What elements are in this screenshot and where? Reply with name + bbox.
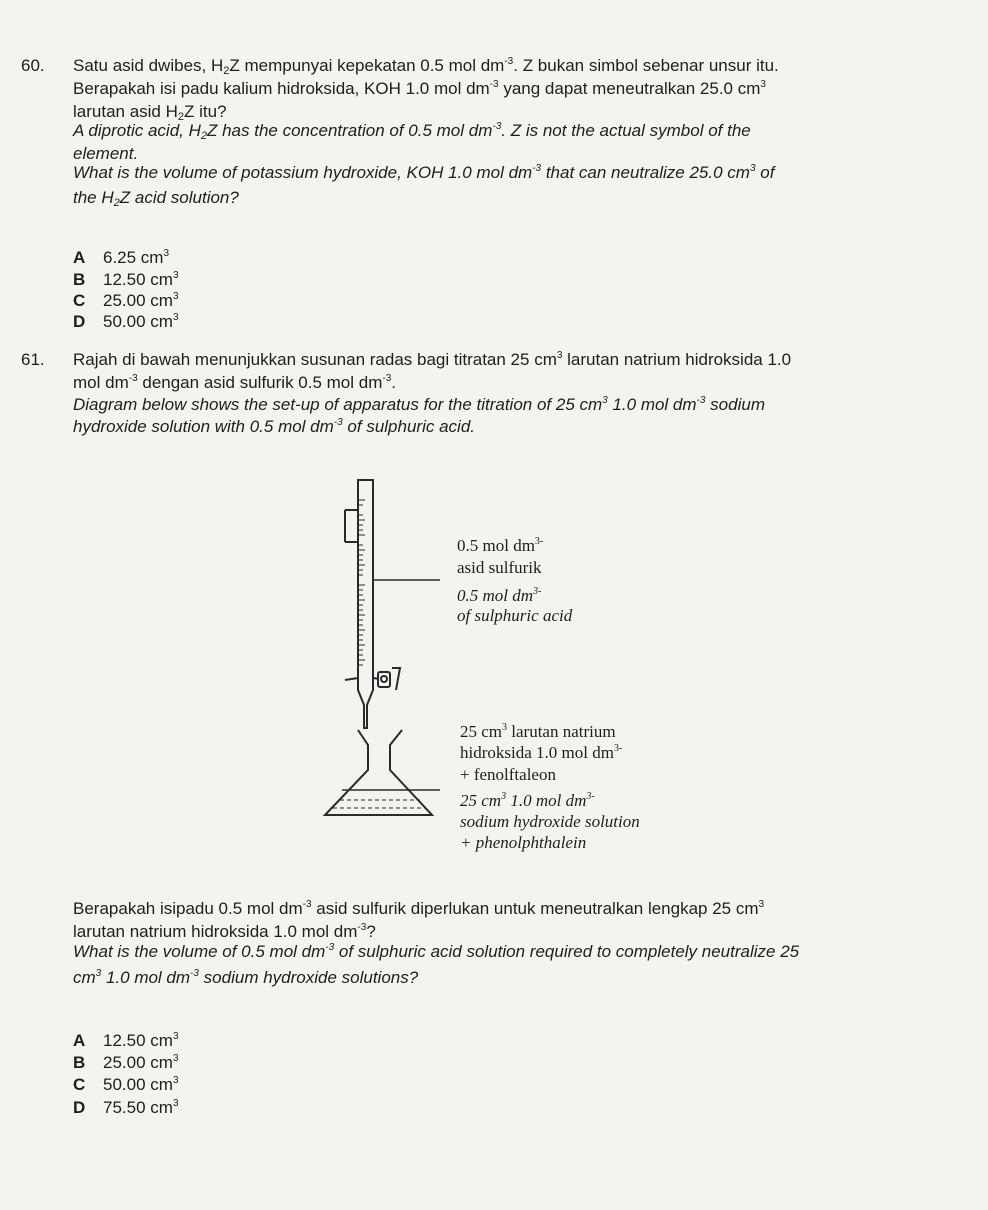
subscript: 2 [223, 65, 230, 77]
burette-label-1 [457, 535, 543, 556]
superscript: 3 [172, 1075, 179, 1086]
text: Rajah di bawah menunjukkan susunan radas bagi titratan 25 cm [73, 350, 557, 369]
q60-option-a[interactable] [73, 248, 169, 268]
q61-option-c[interactable] [73, 1075, 179, 1095]
question-number: 61. [21, 350, 45, 369]
superscript: 3 [556, 350, 563, 361]
option-value: 25.00 cm [103, 1053, 173, 1072]
subscript: 2 [177, 111, 185, 123]
superscript: 3 [172, 270, 179, 281]
superscript: -3 [302, 899, 312, 910]
text: larutan natrium hidroksida 1.0 [562, 350, 792, 369]
option-value: 25.00 cm [103, 291, 173, 310]
superscript: -3 [128, 373, 138, 384]
text: the H [73, 188, 114, 207]
text: 25 cm [460, 791, 502, 810]
superscript: 3 [501, 791, 507, 802]
superscript: 3 [172, 1031, 179, 1042]
superscript: -3 [190, 968, 199, 979]
q61-english-line-1 [73, 395, 765, 415]
q60-english-line-3 [73, 163, 774, 183]
text: larutan natrium [507, 722, 616, 741]
superscript: -3 [532, 163, 542, 174]
superscript: -3 [504, 56, 514, 67]
superscript: 3 [502, 722, 508, 733]
q61-malay-line-1 [73, 350, 791, 370]
text: 25 cm [460, 722, 503, 741]
option-letter: A [73, 248, 86, 267]
flask-label-1 [460, 721, 616, 742]
text: 0.5 mol dm [457, 536, 535, 555]
superscript: -3 [357, 922, 367, 933]
text: asid sulfurik diperlukan untuk meneutralkan lengkap 25 cm [311, 899, 759, 918]
superscript: -3 [492, 121, 502, 132]
flask-label-5: sodium hydroxide solution [460, 812, 640, 831]
text: Z mempunyai kepekatan 0.5 mol dm [229, 56, 505, 75]
text: of sulphuric acid solution required to completely neutralize 25 [334, 942, 800, 961]
text: Z acid solution? [119, 188, 239, 207]
q61-ask-english-line-2 [73, 968, 418, 988]
text: sodium [705, 395, 765, 414]
text: . Z bukan simbol sebenar unsur itu. [513, 56, 779, 75]
subscript: 2 [200, 130, 207, 142]
superscript: 3 [172, 1053, 179, 1064]
option-letter: A [73, 1031, 86, 1050]
option-value: 6.25 cm [103, 248, 164, 267]
superscript: 3 [172, 1098, 179, 1109]
text: Z has the concentration of 0.5 mol dm [207, 121, 493, 140]
option-letter: B [73, 1053, 86, 1072]
text: 1.0 mol dm [101, 968, 191, 987]
text: of [755, 163, 775, 182]
text: yang dapat meneutralkan 25.0 cm [498, 79, 761, 98]
text: larutan natrium hidroksida 1.0 mol dm [73, 922, 358, 941]
superscript: 3 [602, 395, 608, 406]
q61-option-d[interactable] [73, 1098, 179, 1118]
text: . [391, 373, 397, 392]
superscript: -3 [489, 79, 499, 90]
text: Satu asid dwibes, H [73, 56, 224, 75]
burette-scale [358, 500, 365, 665]
superscript: -3 [325, 942, 335, 953]
stopcock [345, 668, 400, 690]
q61-english-line-2 [73, 417, 475, 437]
burette-label-2: asid sulfurik [457, 558, 542, 577]
text: 0.5 mol dm [457, 586, 534, 605]
conical-flask [325, 730, 440, 815]
q60-malay-line-1 [73, 56, 779, 76]
q60-malay-line-3 [73, 102, 227, 122]
subscript: 2 [113, 197, 120, 209]
text: larutan asid H [73, 102, 178, 121]
text: sodium hydroxide solutions? [198, 968, 419, 987]
option-letter: C [73, 1075, 86, 1094]
flask-label-3: + fenolftaleon [460, 765, 556, 784]
option-value: 50.00 cm [103, 312, 173, 331]
text: 1.0 mol dm [506, 791, 587, 810]
option-letter: D [73, 312, 86, 331]
text: What is the volume of potassium hydroxide, KOH 1.0 mol dm [73, 163, 533, 182]
superscript: 3 [758, 899, 765, 910]
option-value: 12.50 cm [103, 1031, 173, 1050]
superscript: 3 [163, 248, 170, 259]
q60-english-line-1 [73, 121, 751, 141]
q61-ask-malay-line-1 [73, 899, 764, 919]
text: What is the volume of 0.5 mol dm [73, 942, 326, 961]
flask-label-2 [460, 742, 622, 763]
superscript: -3 [696, 395, 706, 406]
q61-ask-english-line-1 [73, 942, 799, 962]
q60-option-c[interactable] [73, 291, 179, 311]
q60-english-line-4 [73, 188, 239, 208]
text: that can neutralize 25.0 cm [541, 163, 750, 182]
q61-option-b[interactable] [73, 1053, 179, 1073]
q60-option-b[interactable] [73, 270, 179, 290]
text: Berapakah isi padu kalium hidroksida, KOH 1.0 mol dm [73, 79, 490, 98]
superscript: 3- [534, 536, 544, 547]
option-value: 12.50 cm [103, 270, 173, 289]
text: mol dm [73, 373, 129, 392]
superscript: 3 [760, 79, 766, 90]
text: ? [366, 922, 376, 941]
superscript: 3- [613, 743, 623, 754]
option-letter: B [73, 270, 86, 289]
text: Diagram below shows the set-up of apparatus for the titration of 25 cm [73, 395, 603, 414]
superscript: 3 [95, 968, 102, 979]
text: Berapakah isipadu 0.5 mol dm [73, 899, 303, 918]
q60-malay-line-2 [73, 79, 766, 99]
text: Z itu? [184, 102, 227, 121]
option-value: 50.00 cm [103, 1075, 173, 1094]
q60-english-line-2: element. [73, 144, 139, 163]
option-letter: C [73, 291, 86, 310]
superscript: 3 [172, 291, 179, 302]
text: hidroksida 1.0 mol dm [460, 743, 614, 762]
burette-label-4: of sulphuric acid [457, 606, 573, 625]
text: . Z is not the actual symbol of the [501, 121, 751, 140]
superscript: 3 [172, 312, 179, 323]
flask-label-6: + phenolphthalein [460, 833, 587, 852]
option-value: 75.50 cm [103, 1098, 173, 1117]
superscript: 3- [533, 586, 542, 597]
burette-label-3 [457, 585, 541, 606]
q60-option-d[interactable] [73, 312, 179, 332]
superscript: -3 [333, 417, 343, 428]
flask-label-4 [460, 790, 595, 811]
superscript: -3 [382, 373, 392, 384]
superscript: 3 [749, 163, 756, 174]
q61-option-a[interactable] [73, 1031, 179, 1051]
text: A diprotic acid, H [73, 121, 201, 140]
text: of sulphuric acid. [342, 417, 475, 436]
text: cm [73, 968, 96, 987]
q61-ask-malay-line-2 [73, 922, 376, 942]
text: hydroxide solution with 0.5 mol dm [73, 417, 334, 436]
q61-malay-line-2 [73, 373, 396, 393]
text: 1.0 mol dm [607, 395, 697, 414]
option-letter: D [73, 1098, 86, 1117]
text: dengan asid sulfurik 0.5 mol dm [137, 373, 383, 392]
burette [345, 480, 440, 728]
question-number: 60. [21, 56, 45, 75]
superscript: 3- [586, 791, 595, 802]
